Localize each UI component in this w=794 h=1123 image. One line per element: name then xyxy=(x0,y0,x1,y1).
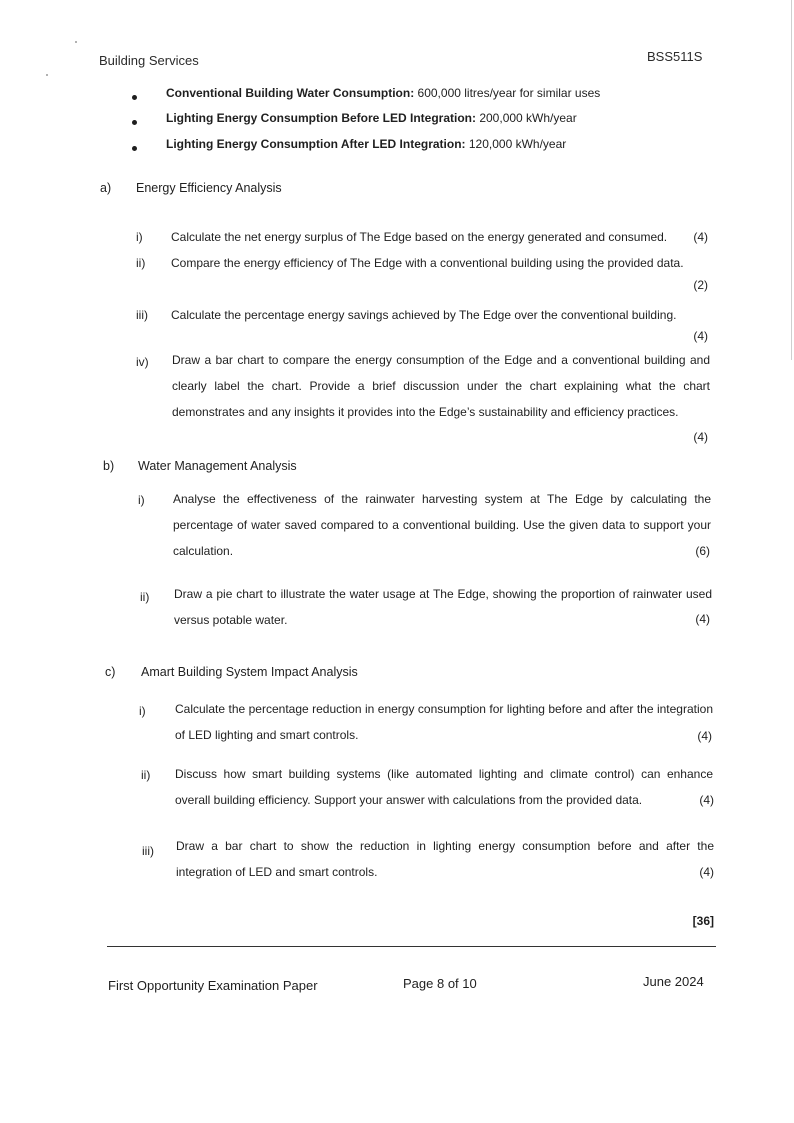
footer-divider xyxy=(107,946,716,947)
question-marks: (4) xyxy=(693,230,708,244)
bullet-point-icon xyxy=(132,120,137,125)
question-marks: (2) xyxy=(693,278,708,292)
course-code: BSS511S xyxy=(647,49,703,64)
question-text: Calculate the net energy surplus of The Edge based on the energy generated and consumed. xyxy=(171,230,668,244)
bullet-label: Lighting Energy Consumption After LED Integration: xyxy=(166,137,466,151)
bullet-value: 120,000 kWh/year xyxy=(465,137,567,151)
question-number: i) xyxy=(138,493,145,507)
question-text: Calculate the percentage energy savings achieved by The Edge over the conventional building. xyxy=(171,308,677,322)
question-marks: (4) xyxy=(693,430,708,444)
question-text: Draw a pie chart to illustrate the water usage at The Edge, showing the proportion of rainwater used versus potable water. xyxy=(174,587,712,627)
footer-exam-title: First Opportunity Examination Paper xyxy=(108,978,318,993)
question-marks: (4) xyxy=(699,865,714,879)
scan-speck xyxy=(46,74,48,76)
question-text: Draw a bar chart to compare the energy consumption of the Edge and a conventional building and clearly label the chart. Provide a brief discussion under the chart explaining what the chart demonstrates and any insights it provides into the Edge’s sustainability and efficiency practices. xyxy=(172,353,710,419)
question-text: Discuss how smart building systems (like automated lighting and climate control) can enhance overall building efficiency. Support your answer with calculations from the provided data. xyxy=(175,767,713,807)
bullet-value: 200,000 kWh/year xyxy=(476,111,577,125)
course-title: Building Services xyxy=(99,53,199,68)
section-title: Water Management Analysis xyxy=(138,459,297,473)
scan-page-edge xyxy=(791,0,792,360)
section-letter: b) xyxy=(103,459,115,473)
bullet-text xyxy=(166,86,600,100)
bullet-label: Conventional Building Water Consumption: xyxy=(166,86,415,100)
bullet-text xyxy=(166,111,577,125)
footer-date: June 2024 xyxy=(643,974,704,989)
total-marks: [36] xyxy=(692,914,714,928)
question-marks: (6) xyxy=(695,544,710,558)
question-text: Draw a bar chart to show the reduction in lighting energy consumption before and after the integration of LED and smart controls. xyxy=(176,839,714,879)
footer-page-number: Page 8 of 10 xyxy=(403,976,477,991)
bullet-point-icon xyxy=(132,95,137,100)
question-text: Analyse the effectiveness of the rainwater harvesting system at The Edge by calculating the percentage of water saved compared to a conventional building. Use the given data to support your calculation. xyxy=(173,492,711,558)
question-number: i) xyxy=(139,704,146,718)
section-letter: c) xyxy=(105,665,116,679)
section-letter: a) xyxy=(100,181,112,195)
section-title: Amart Building System Impact Analysis xyxy=(141,665,358,679)
question-marks: (4) xyxy=(693,329,708,343)
bullet-text xyxy=(166,137,566,151)
question-number: ii) xyxy=(140,590,150,604)
scan-speck xyxy=(75,41,77,43)
question-marks: (4) xyxy=(697,729,712,743)
question-marks: (4) xyxy=(695,612,710,626)
bullet-point-icon xyxy=(132,146,137,151)
question-number: ii) xyxy=(136,256,146,270)
question-number: iv) xyxy=(136,355,149,369)
question-number: iii) xyxy=(142,844,154,858)
question-number: i) xyxy=(136,230,143,244)
question-number: iii) xyxy=(136,308,148,322)
question-number: ii) xyxy=(141,768,151,782)
question-text: Compare the energy efficiency of The Edge with a conventional building using the provided data. xyxy=(171,256,684,270)
question-text: Calculate the percentage reduction in energy consumption for lighting before and after the integration of LED lighting and smart controls. xyxy=(175,702,713,742)
question-marks: (4) xyxy=(699,793,714,807)
bullet-label: Lighting Energy Consumption Before LED Integration: xyxy=(166,111,476,125)
bullet-value: 600,000 litres/year for similar uses xyxy=(414,86,601,100)
section-title: Energy Efficiency Analysis xyxy=(136,181,282,195)
